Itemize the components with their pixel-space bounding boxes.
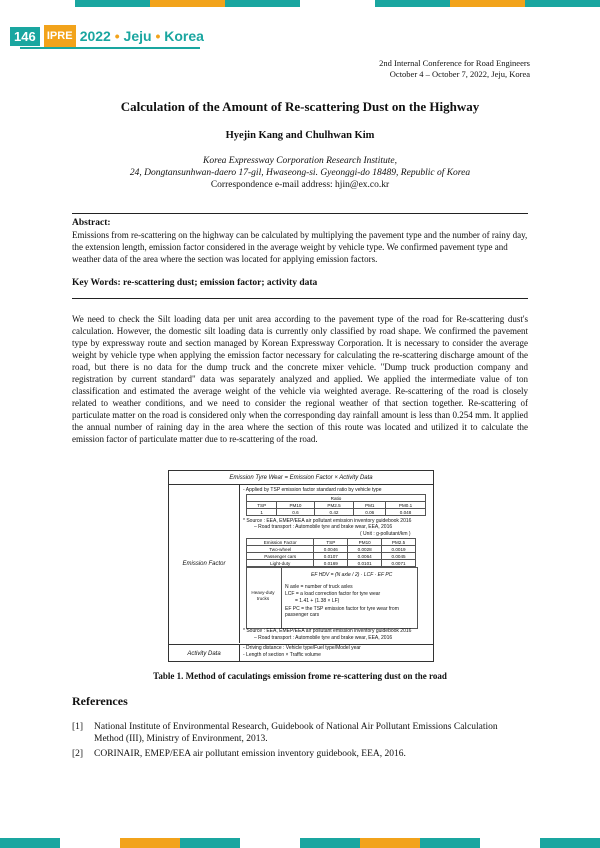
rule-bottom <box>72 298 528 299</box>
ratio-col: PM1 <box>354 502 386 509</box>
ratio-col: PM0.1 <box>386 502 426 509</box>
conference-info <box>379 58 530 80</box>
ef-col: PM10 <box>348 539 382 546</box>
location-a: Jeju <box>123 28 152 44</box>
ratio-val: 1 <box>247 509 277 516</box>
ef-cell: 0.0019 <box>382 546 416 553</box>
ef-col: Emission Factor <box>247 539 314 546</box>
source-note-2b: – Road transport : Automobile tyre and brake wear, EEA, 2016 <box>254 635 393 641</box>
unit-note: ( Unit : g-pollutant/km ) <box>360 531 411 537</box>
figure-activity-label: Activity Data <box>169 644 240 662</box>
figure-emission-panel <box>240 485 433 643</box>
ef-cell: 0.0046 <box>314 546 348 553</box>
conference-logo: IPRE <box>44 25 76 47</box>
heavy-def-1: N axle = number of truck axles <box>285 584 353 590</box>
affiliation-line2: 24, Dongtansunhwan-daero 17-gil, Hwaseong-si. Gyeonggi-do 18489, Republic of Korea <box>129 168 471 178</box>
page-number: 146 <box>10 27 40 46</box>
emission-factor-table <box>246 538 416 567</box>
heavy-duty-box <box>246 567 418 629</box>
source-note-1: * Source : EEA, EMEP/EEA air pollutant emission inventory guidebook 2016 <box>243 518 412 524</box>
heavy-def-4: EF PC = the TSP emission factor for tyre wear from passenger cars <box>285 606 399 618</box>
method-table-figure <box>168 470 434 662</box>
conference-banner: 2022 • Jeju • Korea <box>79 28 204 44</box>
figure-formula: Emission Tyre Wear = Emission Factor × Activity Data <box>169 471 433 485</box>
reference-text: CORINAIR, EMEP/EEA air pollutant emission inventory guidebook, EEA, 2016. <box>94 749 406 759</box>
ef-cell: 0.0071 <box>382 560 416 567</box>
ratio-val: 0.6 <box>277 509 314 516</box>
abstract-text: Emissions from re-scattering on the highway can be calculated by multiplying the pavement type and the number of rainy day, the extension length, emission factor considered in the average weight by vehicle type. We confirmed pavement type and weather data of the area where the section was located for applying emission factors. <box>72 230 528 264</box>
ef-cell: 0.0169 <box>314 560 348 567</box>
paper-title: Calculation of the Amount of Re-scattering Dust on the Highway <box>120 99 480 114</box>
ef-cell: Passenger cars <box>247 553 314 560</box>
heavy-formula: EF HDV = (N axle / 2) · LCF · EF PC <box>311 572 393 578</box>
location-b: Korea <box>164 28 204 44</box>
ratio-col: PM10 <box>277 502 314 509</box>
ratio-val: 0.06 <box>354 509 386 516</box>
heavy-duty-label: Heavy-duty trucks <box>251 590 275 601</box>
figure-left-label: Emission Factor <box>169 485 240 643</box>
activity-line-1: - Driving distance : Vehicle type/Fuel type/Model year <box>243 645 361 651</box>
rule-top <box>72 213 528 214</box>
ef-cell: 0.0101 <box>348 560 382 567</box>
source-note-1b: – Road transport : Automobile tyre and brake wear, EEA, 2016 <box>254 524 393 530</box>
reference-text: National Institute of Environmental Research, Guidebook of National Air Pollutant Emissions Calculation Method (III), Ministry of Environment, 2013. <box>94 722 498 744</box>
correspondence-email: Correspondence e-mail address: hjin@ex.co.kr <box>210 180 390 190</box>
reference-item <box>72 748 528 760</box>
page-header <box>10 26 204 46</box>
top-color-strip <box>0 0 600 7</box>
paper-authors: Hyejin Kang and Chulhwan Kim <box>225 130 375 141</box>
ratio-table <box>246 494 426 516</box>
conference-info-line1: 2nd Internal Conference for Road Engineers <box>379 58 530 68</box>
ef-cell: 0.0107 <box>314 553 348 560</box>
ratio-val: 0.048 <box>386 509 426 516</box>
ef-col: PM2.5 <box>382 539 416 546</box>
header-rule <box>20 47 200 49</box>
reference-item <box>72 721 528 745</box>
references-heading: References <box>72 694 128 708</box>
heavy-def-3: = 1.41 + (1.38 × LF) <box>295 598 340 604</box>
heavy-def-2: LCF = a load correction factor for tyre wear <box>285 591 381 597</box>
ef-cell: Two-wheel <box>247 546 314 553</box>
ef-cell: 0.0028 <box>348 546 382 553</box>
abstract-heading: Abstract: <box>72 218 111 228</box>
ef-cell: 0.0064 <box>348 553 382 560</box>
activity-line-2: - Length of section × Traffic volume <box>243 652 321 658</box>
reference-number: [1] <box>72 722 84 732</box>
body-paragraph: We need to check the Silt loading data per unit area according to the pavement type of the road for Re-scattering dust's calculation. However, the domestic silt loading data is currently only classified by road shape. We confirmed the pavement type by expressway route and section managed by Korean Expressway Corporation. It is necessary to consider the average weight by vehicle type when applying the emission factor necessary for calculating the re-scattering discharge amount of the road, but there is no data for the dump truck and the concrete mixer vehicle. "Dump truck production company and registration by current standard" data was separately analyzed and applied. We applied the intermediate value of ton classification and estimated the average weight of the vehicle via weighted average. Re-scattering of the road is closely related to weather conditions, and we need to consider the regional weather of that section together. Re-scattering of particulate matter on the road is considered only when the corresponding day rainfall amount is less than 0.254 mm. It applied the annual number of raining day in the area where the section of this route was located and utilized it to calculate the emission factor of particulate matter due to re-scattering of the road. <box>72 314 528 444</box>
ratio-col: PM2.5 <box>314 502 354 509</box>
affiliation <box>0 155 600 179</box>
conference-year: 2022 <box>79 28 111 44</box>
figure-activity-panel <box>240 644 433 661</box>
reference-number: [2] <box>72 749 84 759</box>
ef-col: TSP <box>314 539 348 546</box>
affiliation-line1: Korea Expressway Corporation Research Institute, <box>203 156 397 166</box>
ratio-header: Ratio <box>247 495 426 502</box>
applied-note: - Applied by TSP emission factor standard ratio by vehicle type <box>243 487 382 493</box>
table-caption: Table 1. Method of caculatings emission frome re-scattering dust on the road <box>153 671 447 681</box>
conference-info-line2: October 4 – October 7, 2022, Jeju, Korea <box>389 69 530 79</box>
ratio-val: 0.42 <box>314 509 354 516</box>
ef-cell: 0.0045 <box>382 553 416 560</box>
ratio-col: TSP <box>247 502 277 509</box>
bottom-color-strip <box>0 838 600 848</box>
references-list <box>72 721 528 763</box>
keywords: Key Words: re-scattering dust; emission factor; activity data <box>72 278 318 288</box>
source-note-2: * Source : EEA, EMEP/EEA air pollutant emission inventory guidebook 2016 <box>243 628 412 634</box>
ef-cell: Light-duty <box>247 560 314 567</box>
